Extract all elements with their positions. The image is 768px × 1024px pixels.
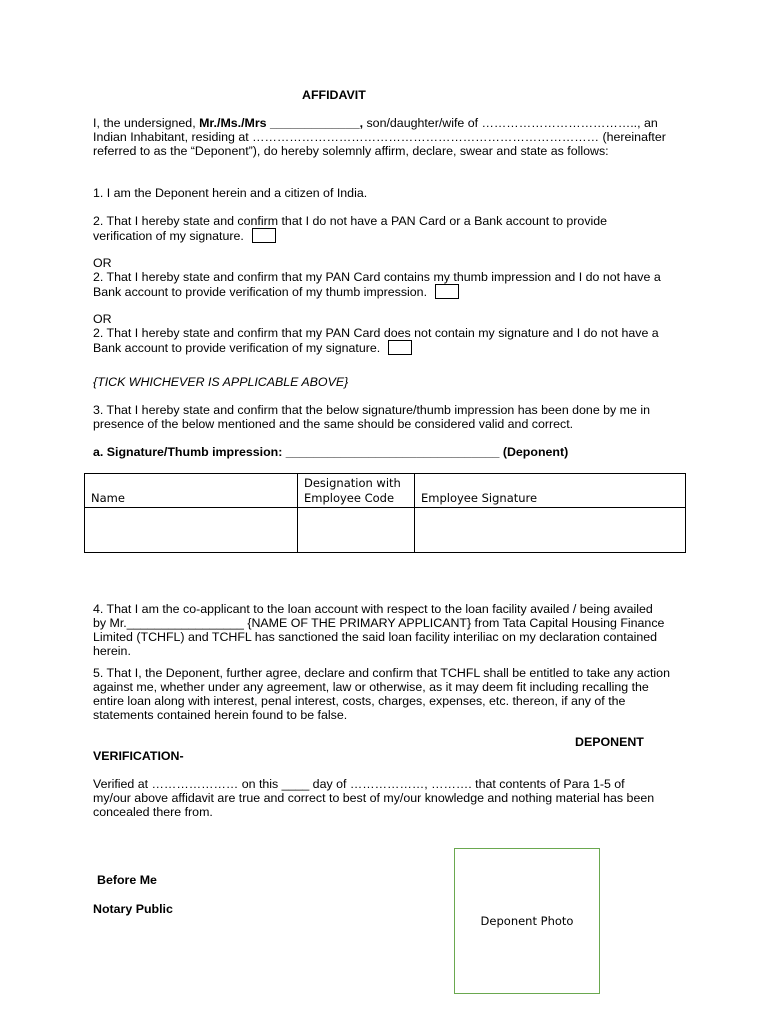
para-2a bbox=[93, 214, 653, 243]
page-title: AFFIDAVIT bbox=[302, 88, 366, 102]
or-separator-1: OR bbox=[93, 256, 112, 270]
before-me-label: Before Me bbox=[97, 873, 157, 887]
tick-checkbox-no-pan[interactable] bbox=[252, 228, 276, 243]
tick-checkbox-thumb-impression[interactable] bbox=[435, 284, 459, 299]
intro-post: son/daughter/wife of ……………………………….., an Indian Inhabitant, residing at ………………………………………………………………………… (hereinafter referred to as the “Deponent”), do hereby solemnly affirm, declare, swear and state as follows: bbox=[93, 116, 666, 158]
para-2a-text: 2. That I hereby state and confirm that I do not have a PAN Card or a Bank account to provide verification of my signature. bbox=[93, 214, 608, 243]
intro-pre: I, the undersigned, bbox=[93, 116, 200, 130]
deponent-label: DEPONENT bbox=[575, 735, 644, 749]
para-4: 4. That I am the co-applicant to the loan account with respect to the loan facility availed / being availed by Mr._________________ {NAME OF THE PRIMARY APPLICANT} from Tata Capital Housing Finance Limited (TCHFL) and TCHFL has sanctioned the said loan facility interiliac on my declaration contained herein. bbox=[93, 602, 665, 658]
para-5: 5. That I, the Deponent, further agree, declare and confirm that TCHFL shall be entitled to take any action against me, whether under any agreement, law or otherwise, as it may deem fit including recalling the entire loan along with interest, penal interest, costs, charges, expenses, etc. thereon, if any of the statements contained herein found to be false. bbox=[93, 666, 670, 722]
table-row bbox=[85, 508, 686, 553]
intro-salutation: Mr./Ms./Mrs _____________, bbox=[199, 116, 364, 130]
verification-text: Verified at ………………… on this ____ day of ………………, ………. that contents of Para 1-5 of my/our above affidavit are true and correct to best of my/our knowledge and nothing material has been concealed there from. bbox=[93, 777, 655, 819]
para-2c bbox=[93, 326, 683, 355]
verification-heading: VERIFICATION- bbox=[93, 749, 184, 763]
cell-designation[interactable] bbox=[298, 508, 415, 553]
employee-table bbox=[84, 473, 686, 553]
deponent-photo-label: Deponent Photo bbox=[480, 914, 574, 928]
cell-signature[interactable] bbox=[415, 508, 686, 553]
signature-line: a. Signature/Thumb impression: _______________________________ (Deponent) bbox=[93, 445, 569, 459]
notary-public-label: Notary Public bbox=[93, 902, 173, 916]
cell-name[interactable] bbox=[85, 508, 298, 553]
or-separator-2: OR bbox=[93, 312, 112, 326]
header-name: Name bbox=[85, 474, 298, 508]
header-designation: Designation with Employee Code bbox=[298, 474, 415, 508]
tick-checkbox-no-signature[interactable] bbox=[388, 340, 412, 355]
header-signature: Employee Signature bbox=[415, 474, 686, 508]
intro-paragraph bbox=[93, 116, 693, 158]
para-2c-text: 2. That I hereby state and confirm that my PAN Card does not contain my signature and I do not have a Bank account to provide verification of my signature. bbox=[93, 326, 659, 355]
tick-instruction: {TICK WHICHEVER IS APPLICABLE ABOVE} bbox=[93, 375, 349, 389]
para-2b-text: 2. That I hereby state and confirm that my PAN Card contains my thumb impression and I do not have a Bank account to provide verification of my thumb impression. bbox=[93, 270, 661, 299]
para-1: 1. I am the Deponent herein and a citizen of India. bbox=[93, 186, 368, 200]
para-2b bbox=[93, 270, 683, 299]
table-header-row bbox=[85, 474, 686, 508]
deponent-photo-box[interactable] bbox=[454, 848, 600, 994]
para-3: 3. That I hereby state and confirm that the below signature/thumb impression has been done by me in presence of the below mentioned and the same should be considered valid and correct. bbox=[93, 403, 650, 431]
